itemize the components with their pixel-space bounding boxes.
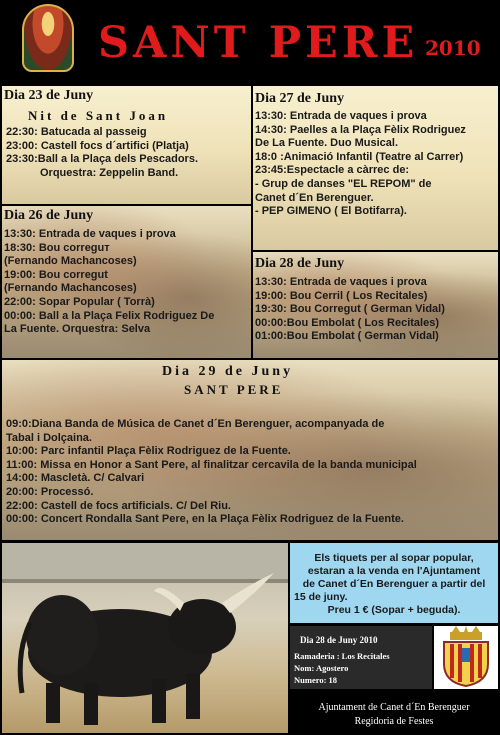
ranch-info-box [290,626,432,689]
schedule-line: 00:00:Bou Embolat ( Los Recitales) [255,316,439,329]
ranch-date: Dia 28 de Juny 2010 [300,635,378,645]
schedule-line: Orquestra: Zeppelin Band. [40,166,179,179]
header [0,0,500,74]
day27-date: Dia 27 de Juny [255,91,345,106]
day28-panel [253,252,498,358]
schedule-line: 19:00: Bou corregut [4,268,108,281]
schedule-line: (Fernando Machancoses) [4,282,137,295]
day26-panel [2,206,251,358]
ranch-line: Numero: 18 [294,675,338,685]
day29-date: Dia 29 de Juny [162,364,294,379]
day23-schedule [6,126,198,180]
schedule-line: - PEP GIMENO ( El Botifarra). [255,205,407,218]
day28-date: Dia 28 de Juny [255,256,345,271]
day23-date: Dia 23 de Juny [4,88,94,103]
ticket-line: Els tiquets per al sopar popular, [314,552,474,564]
day29-subtitle: SANT PERE [184,382,284,397]
ticket-line: 15 de juny. [294,591,348,603]
day26-date: Dia 26 de Juny [4,208,94,223]
schedule-line: 22:00: Castell de focs artificials. C/ Del Riu. [6,499,231,512]
schedule-line: 18:0 :Animació Infantil (Teatre al Carrer) [255,150,464,163]
coat-of-arms-box [434,626,498,689]
day29-schedule [6,418,417,527]
coat-of-arms-icon [434,626,498,689]
footer-line1: Ajuntament de Canet d´En Berenguer [318,702,470,713]
day27-panel [253,86,498,250]
day27-schedule [255,110,466,219]
schedule-line: 22:30: Batucada al passeig [6,126,147,138]
schedule-line: 23:45:Espectacle a càrrec de: [255,164,410,177]
schedule-line: 19:30: Bou Corregut ( German Vidal) [255,303,445,316]
schedule-line: 20:00: Processó. [6,485,94,498]
schedule-line: 22:00: Sopar Popular ( Torrà) [4,295,155,308]
day26-schedule [4,228,214,337]
schedule-line: 00:00: Concert Rondalla Sant Pere, en la Plaça Fèlix Rodriguez de la Fuente. [6,513,404,526]
footer [290,692,498,733]
page-title: SANT PERE [98,18,419,68]
ranch-line: Ramaderia : Los Recitales [294,651,390,661]
footer-line2: Regidoria de Festes [354,716,434,727]
schedule-line: 00:00: Ball a la Plaça Felix Rodriguez De [4,309,215,322]
ticket-info-text [290,552,498,617]
day28-schedule [255,276,445,344]
year-label: 2010 [425,36,481,60]
day23-subtitle: Nit de Sant Joan [28,108,169,123]
schedule-line: 09:0:Diana Banda de Música de Canet d´En Berenguer, acompanyada de [6,418,385,430]
schedule-line: 11:00: Missa en Honor a Sant Pere, al finalitzar cercavila de la banda municipal [6,458,417,471]
day23-panel [2,86,251,204]
schedule-line: 13:30: Entrada de vaques i prova [255,110,427,122]
schedule-line: Canet d´En Berenguer. [255,191,374,204]
schedule-line: La Fuente. Orquestra: Selva [4,323,151,336]
bull-illustration [2,543,288,733]
schedule-line: 23:30:Ball a la Plaça dels Pescadors. [6,153,199,166]
schedule-line: - Grup de danses "EL REPOM" de [255,177,432,190]
schedule-line: 01:00:Bou Embolat ( German Vidal) [255,330,439,343]
schedule-line: 13:30: Entrada de vaques i prova [4,228,176,240]
schedule-line: Tabal i Dolçaina. [6,431,92,444]
ranch-line: Nom: Agostero [294,663,349,673]
schedule-line: De La Fuente. Duo Musical. [255,137,399,150]
day29-panel [2,360,498,540]
schedule-line: 14:00: Mascletà. C/ Calvari [6,472,145,485]
schedule-line: 13:30: Entrada de vaques i prova [255,276,427,288]
saint-image [22,4,74,72]
schedule-line: (Fernando Machancoses) [4,255,137,268]
ticket-info-box [290,543,498,623]
ticket-line: de Canet d´En Berenguer a partir del [302,578,486,590]
schedule-line: 10:00: Parc infantil Plaça Fèlix Rodriguez de la Fuente. [6,445,291,458]
ticket-line: estaran a la venda en l'Ajuntament [307,565,481,577]
ranch-details [294,650,390,686]
schedule-line: 14:30: Paelles a la Plaça Fèlix Rodriguez [255,123,466,136]
schedule-line: 19:00: Bou Cerril ( Los Recitales) [255,289,428,302]
bull-photo [2,543,288,733]
schedule-line: 18:30: Bou correguт [4,241,110,254]
schedule-line: 23:00: Castell focs d´artifici (Platja) [6,139,189,152]
ticket-line: Preu 1 € (Sopar + beguda). [327,604,461,616]
